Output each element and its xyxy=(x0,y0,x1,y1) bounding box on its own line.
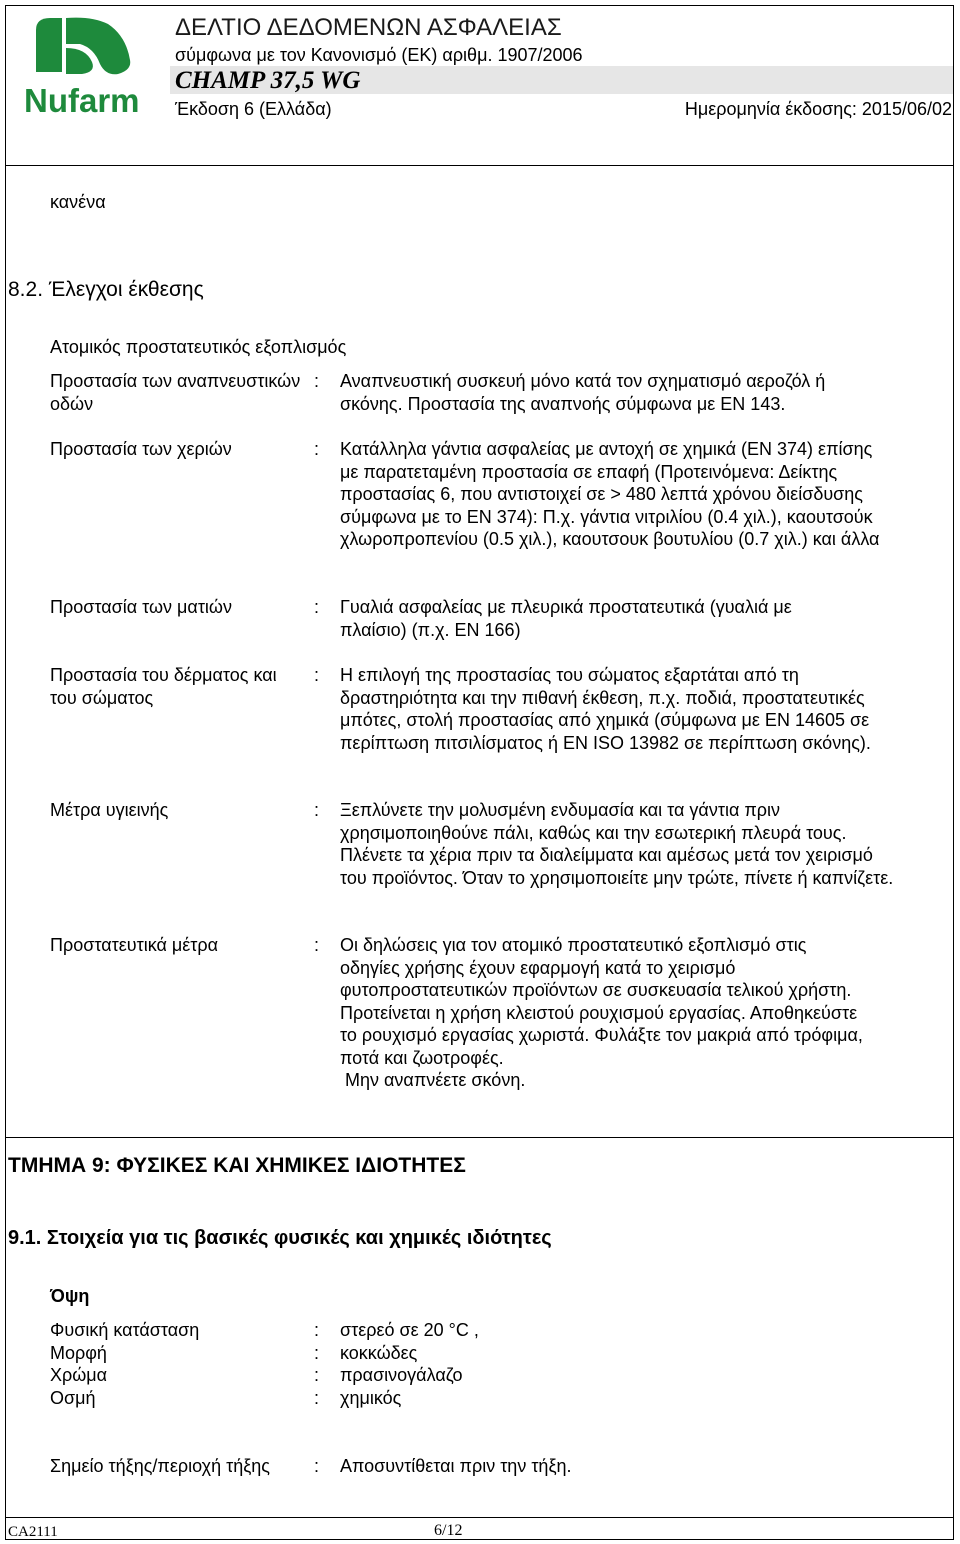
property-label: Φυσική κατάσταση xyxy=(50,1320,200,1340)
property-value: χημικός xyxy=(340,1388,402,1408)
colon: : xyxy=(314,1320,320,1340)
row-label-eyes: Προστασία των ματιών xyxy=(50,597,232,617)
ppe-subheading: Ατομικός προστατευτικός εξοπλισμός xyxy=(50,337,347,357)
product-name: CHAMP 37,5 WG xyxy=(175,67,361,94)
colon: : xyxy=(314,597,320,617)
footer-page-number: 6/12 xyxy=(434,1522,463,1539)
nufarm-logo xyxy=(22,14,150,118)
row-label-skin: Προστασία του δέρματος και του σώματος xyxy=(50,665,277,708)
regulation-reference: σύμφωνα με τον Κανονισμό (ΕΚ) αριθμ. 1907/2006 xyxy=(175,45,583,65)
section-divider xyxy=(5,1137,954,1138)
colon: : xyxy=(314,800,320,820)
property-value: πρασινογάλαζο xyxy=(340,1365,463,1385)
footer-divider xyxy=(5,1517,954,1518)
melting-point-label: Σημείο τήξης/περιοχή τήξης xyxy=(50,1456,270,1476)
colon: : xyxy=(314,439,320,459)
row-value-respiratory: Αναπνευστική συσκευή μόνο κατά τον σχηματισμό αεροζόλ ή σκόνης. Προστασία της αναπνοής σύμφωνα με EN 143. xyxy=(340,371,826,414)
row-value-eyes: Γυαλιά ασφαλείας με πλευρικά προστατευτικά (γυαλιά με πλαίσιο) (π.χ. EN 166) xyxy=(340,597,792,640)
colon: : xyxy=(314,1388,320,1408)
issue-date: Ημερομηνία έκδοσης: 2015/06/02 xyxy=(684,99,952,119)
colon: : xyxy=(314,935,320,955)
row-value-hands: Κατάλληλα γάντια ασφαλείας με αντοχή σε χημικά (EN 374) επίσης με παρατεταμένη προστασία σε επαφή (Προτεινόμενα: Δείκτης προστασίας 6, που αντιστοιχεί σε > 480 λεπτά χρόνου διείσδυσης σύμφωνα με το EN 374): Π.χ. γάντια νιτριλίου (0.4 χιλ.), καουτσούκ χλωροπροπενίου (0.5 χιλ.), καουτσουκ βουτυλίου (0.7 χιλ.) και άλλα xyxy=(340,439,880,550)
section-9-heading: ΤΜΗΜΑ 9: ΦΥΣΙΚΕΣ ΚΑΙ ΧΗΜΙΚΕΣ ΙΔΙΟΤΗΤΕΣ xyxy=(8,1154,466,1177)
property-label: Χρώμα xyxy=(50,1365,108,1385)
document-title: ΔΕΛΤΙΟ ΔΕΔΟΜΕΝΩΝ ΑΣΦΑΛΕΙΑΣ xyxy=(175,14,562,41)
row-value-skin: Η επιλογή της προστασίας του σώματος εξαρτάται από τη δραστηριότητα και την πιθανή έκθεση, π.χ. ποδιά, προστατευτικές μπότες, στολή προστασίας από χημικά (σύμφωνα με EN 14605 σε περίπτωση πιτσιλίσματος ή EN ISO 13982 σε περίπτωση σκόνης). xyxy=(340,665,871,753)
melting-point-value: Αποσυντίθεται πριν την τήξη. xyxy=(340,1456,572,1476)
colon: : xyxy=(314,1456,320,1476)
section-8-2-heading: 8.2. Έλεγχοι έκθεσης xyxy=(8,278,204,301)
row-label-protective: Προστατευτικά μέτρα xyxy=(50,935,219,955)
appearance-heading: Όψη xyxy=(50,1286,90,1306)
version-label: Έκδοση 6 (Ελλάδα) xyxy=(175,99,332,119)
colon: : xyxy=(314,371,320,391)
colon: : xyxy=(314,1365,320,1385)
section-9-1-heading: 9.1. Στοιχεία για τις βασικές φυσικές και χημικές ιδιότητες xyxy=(8,1227,552,1249)
footer-code: CA2111 xyxy=(8,1524,58,1540)
row-value-protective: Οι δηλώσεις για τον ατομικό προστατευτικό εξοπλισμό στις οδηγίες χρήσης έχουν εφαρμογή κατά το χειρισμό φυτοπροστατευτικών προϊόντων σε συσκευασία τελικού χρήστη. Προτείνεται η χρήση κλειστού ρουχισμού εργασίας. Αποθηκεύστε το ρουχισμό εργασίας χωριστά. Φυλάξτε τον μακριά από τρόφιμα, ποτά και ζωοτροφές. xyxy=(340,935,863,1068)
intro-text: κανένα xyxy=(50,192,106,212)
page-frame xyxy=(5,5,954,1540)
colon: : xyxy=(314,1343,320,1363)
row-label-hands: Προστασία των χεριών xyxy=(50,439,232,459)
row-value-hygiene: Ξεπλύνετε την μολυσμένη ενδυμασία και τα γάντια πριν χρησιμοποιηθούνε πάλι, καθώς και την εσωτερική πλευρά τους. Πλένετε τα χέρια πριν τα διαλείμματα και αμέσως μετά τον χειρισμό του προϊόντος. Όταν το χρησιμοποιείτε μην τρώτε, πίνετε ή καπνίζετε. xyxy=(340,800,894,888)
colon: : xyxy=(314,665,320,685)
property-value: κοκκώδες xyxy=(340,1343,418,1363)
header-divider xyxy=(5,165,954,166)
row-label-respiratory: Προστασία των αναπνευστικών οδών xyxy=(50,371,301,414)
property-value: στερεό σε 20 °C , xyxy=(340,1320,479,1340)
property-label: Μορφή xyxy=(50,1343,107,1363)
row-value-protective-extra: Μην αναπνέετε σκόνη. xyxy=(345,1070,526,1090)
row-label-hygiene: Μέτρα υγιεινής xyxy=(50,800,169,820)
property-label: Οσμή xyxy=(50,1388,96,1408)
logo-wordmark: Nufarm xyxy=(24,82,140,118)
